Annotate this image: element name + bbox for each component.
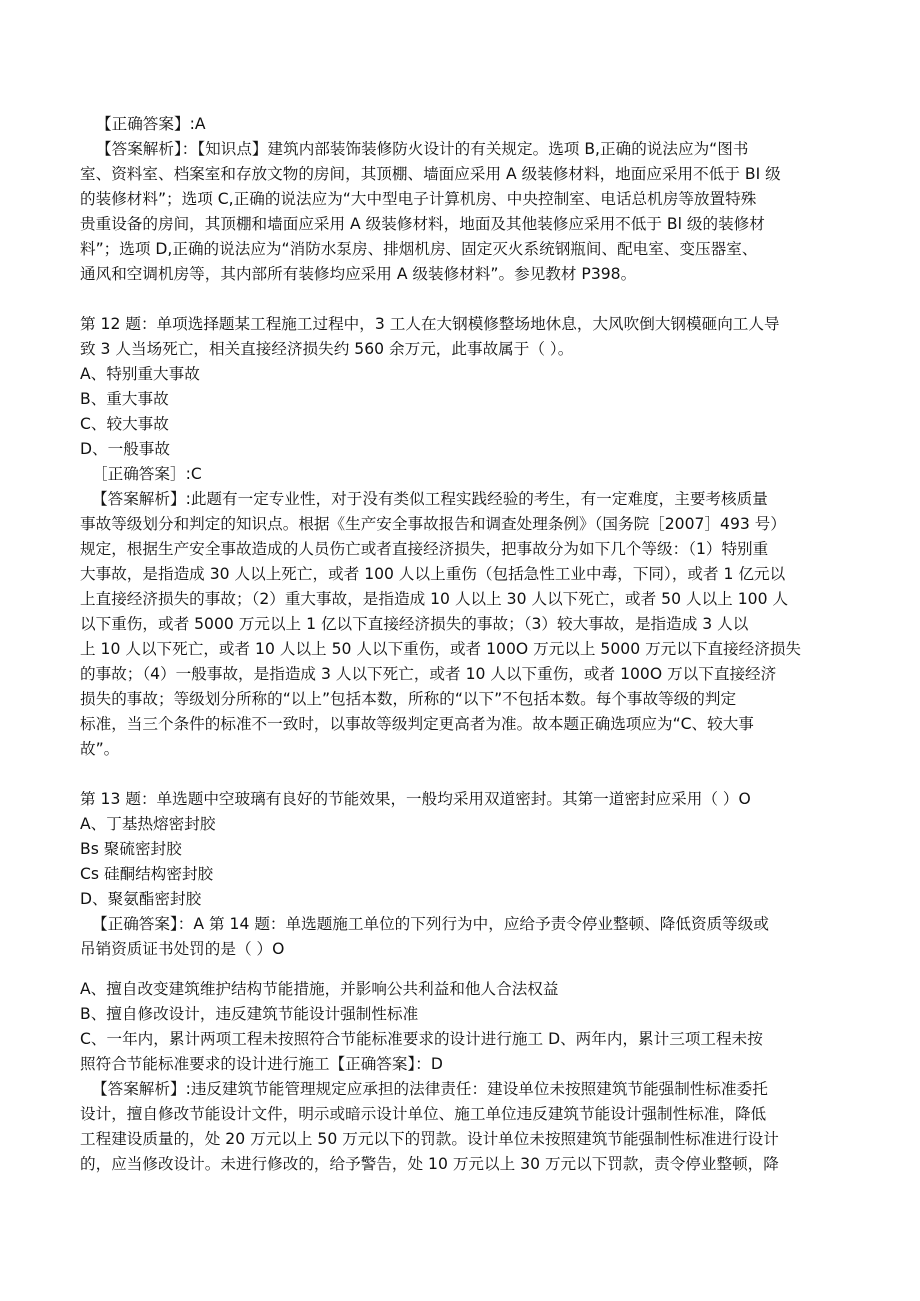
text-line: 故”。 bbox=[80, 740, 120, 758]
text-line: 以下重伤，或者 5000 万元以上 1 亿以下直接经济损失的事故；（3）较大事故，是指造成 3 人以 bbox=[80, 615, 749, 633]
text-line: 【答案解析】：【知识点】建筑内部装饰装修防火设计的有关规定。选项 B,正确的说法应为“图书 bbox=[96, 140, 749, 158]
option-b: B、擅自修改设计，违反建筑节能设计强制性标准 bbox=[80, 1005, 419, 1023]
option-c-d: C、一年内，累计两项工程未按照符合节能标准要求的设计进行施工 D、两年内，累计三项工程未按 bbox=[80, 1030, 763, 1048]
text-line: 的，应当修改设计。未进行修改的，给予警告，处 10 万元以上 30 万元以下罚款，责令停业整顿，降 bbox=[80, 1155, 779, 1173]
option-c: Cs 硅酮结构密封胶 bbox=[80, 865, 214, 883]
text-line: 大事故，是指造成 30 人以上死亡，或者 100 人以上重伤（包括急性工业中毒，下同），或者 1 亿元以 bbox=[80, 565, 786, 583]
text-line: 的装修材料”；选项 C,正确的说法应为“大中型电子计算机房、中央控制室、电话总机房等放置特殊 bbox=[80, 190, 757, 208]
text-line: 上 10 人以下死亡，或者 10 人以上 50 人以下重伤，或者 100O 万元以上 5000 万元以下直接经济损失 bbox=[80, 640, 802, 658]
option-a: A、丁基热熔密封胶 bbox=[80, 815, 216, 833]
text-line: 通风和空调机房等，其内部所有装修均应采用 A 级装修材料”。参见教材 P398。 bbox=[80, 265, 637, 283]
text-line: 【正确答案】:A bbox=[96, 115, 206, 133]
text-line: 的事故；（4）一般事故，是指造成 3 人以下死亡，或者 10 人以下重伤，或者 100O 万以下直接经济 bbox=[80, 665, 777, 683]
option-c: C、较大事故 bbox=[80, 415, 169, 433]
text-line: 工程建设质量的，处 20 万元以上 50 万元以下的罚款。设计单位未按照建筑节能强制性标准进行设计 bbox=[80, 1130, 779, 1148]
answer-analysis: 【答案解析】:此题有一定专业性，对于没有类似工程实践经验的考生，有一定难度，主要考核质量 bbox=[92, 490, 768, 508]
option-d-answer: 照符合节能标准要求的设计进行施工【正确答案】：D bbox=[80, 1055, 443, 1073]
option-b: Bs 聚硫密封胶 bbox=[80, 840, 182, 858]
question-14-stem: 【正确答案】：A 第 14 题：单选题施工单位的下列行为中，应给予责令停业整顿、降低资质等级或 bbox=[92, 915, 769, 933]
text-line: 损失的事故；等级划分所称的“以上”包括本数，所称的“以下”不包括本数。每个事故等级的判定 bbox=[80, 690, 737, 708]
text-line: 料”；选项 D,正确的说法应为“消防水泵房、排烟机房、固定灭火系统钢瓶间、配电室、变压器室、 bbox=[80, 240, 758, 258]
question-14-stem: 吊销资质证书处罚的是（ ）O bbox=[80, 940, 285, 958]
text-line: 规定，根据生产安全事故造成的人员伤亡或者直接经济损失，把事故分为如下几个等级：（1）特别重 bbox=[80, 540, 769, 558]
option-b: B、重大事故 bbox=[80, 390, 169, 408]
text-line: 室、资料室、档案室和存放文物的房间，其顶棚、墙面应采用 A 级装修材料，地面应采用不低于 BI 级 bbox=[80, 165, 781, 183]
option-a: A、特别重大事故 bbox=[80, 365, 200, 383]
option-a: A、擅自改变建筑维护结构节能措施，并影响公共利益和他人合法权益 bbox=[80, 980, 559, 998]
text-line: 上直接经济损失的事故；（2）重大事故，是指造成 10 人以上 30 人以下死亡，或者 50 人以上 100 人 bbox=[80, 590, 789, 608]
question-12-stem: 致 3 人当场死亡，相关直接经济损失约 560 余万元，此事故属于（ ）。 bbox=[80, 340, 574, 358]
text-line: 设计，擅自修改节能设计文件，明示或暗示设计单位、施工单位违反建筑节能设计强制性标准，降低 bbox=[80, 1105, 767, 1123]
text-line: 事故等级划分和判定的知识点。根据《生产安全事故报告和调查处理条例》（国务院［2007］493 号） bbox=[80, 515, 786, 533]
question-12-stem: 第 12 题：单项选择题某工程施工过程中，3 工人在大钢模修整场地休息，大风吹倒大钢模砸向工人导 bbox=[80, 315, 780, 333]
question-13-stem: 第 13 题：单选题中空玻璃有良好的节能效果，一般均采用双道密封。其第一道密封应采用（ ）O bbox=[80, 790, 751, 808]
answer-analysis: 【答案解析】:违反建筑节能管理规定应承担的法律责任：建设单位未按照建筑节能强制性标准委托 bbox=[92, 1080, 768, 1098]
correct-answer: ［正确答案］:C bbox=[92, 465, 202, 483]
option-d: D、一般事故 bbox=[80, 440, 170, 458]
option-d: D、聚氨酯密封胶 bbox=[80, 890, 202, 908]
text-line: 贵重设备的房间，其顶棚和墙面应采用 A 级装修材料，地面及其他装修应采用不低于 Bl 级的装修材 bbox=[80, 215, 765, 233]
text-line: 标准，当三个条件的标准不一致时，以事故等级判定更高者为准。故本题正确选项应为“C、较大事 bbox=[80, 715, 754, 733]
